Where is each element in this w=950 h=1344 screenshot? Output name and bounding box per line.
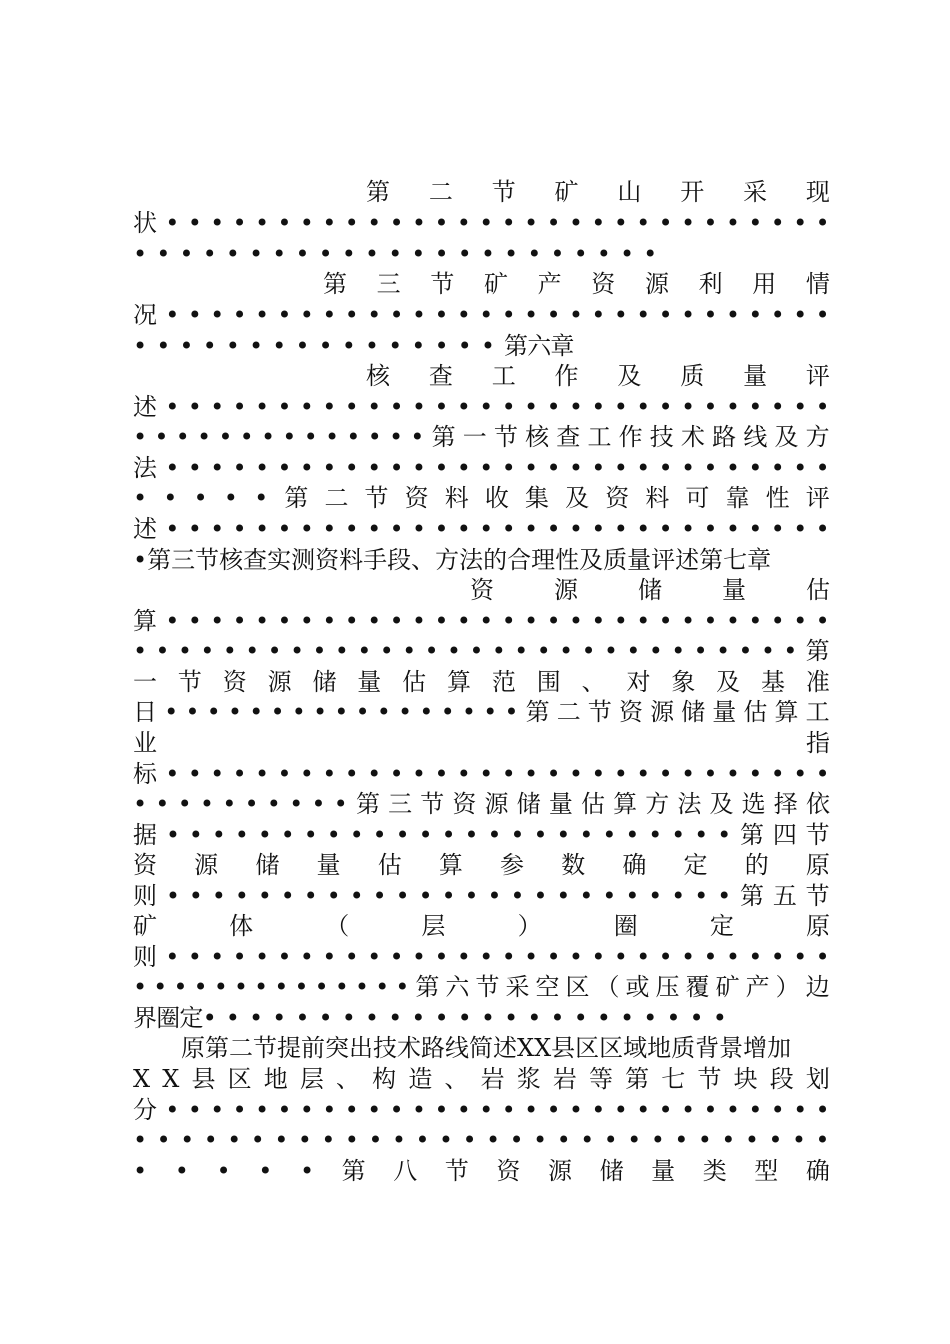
- body-paragraph-line-1: 原第二节提前突出技术路线简述XX县区区域地质背景增加: [181, 1034, 792, 1062]
- toc-line-15: 算 • • • • • • • • • • • • • • • • • • • • • • • • • • • • • •: [133, 607, 830, 635]
- toc-line-5: 况 • • • • • • • • • • • • • • • • • • • • • • • • • • • • • •: [133, 301, 830, 329]
- toc-line-26: 则 • • • • • • • • • • • • • • • • • • • • • • • • • • • • • •: [133, 943, 830, 971]
- toc-line-16: • • • • • • • • • • • • • • • • • • • • • • • • • • • • • • 第: [133, 637, 830, 665]
- toc-line-29: 分 • • • • • • • • • • • • • • • • • • • • • • • • • • • • • •: [133, 1096, 830, 1124]
- toc-line-17: 一 节 资 源 储 量 估 算 范 围 、 对 象 及 基 准: [133, 668, 830, 696]
- toc-line-28: 界圈定• • • • • • • • • • • • • • • • • • • • • • •: [133, 1004, 727, 1032]
- toc-line-10: 法 • • • • • • • • • • • • • • • • • • • • • • • • • • • • • •: [133, 454, 830, 482]
- toc-line-30: • • • • • • • • • • • • • • • • • • • • • • • • • • • • • •: [133, 1126, 830, 1154]
- toc-line-1: 第 二 节 矿 山 开 采 现: [366, 178, 830, 206]
- toc-line-8: 述 • • • • • • • • • • • • • • • • • • • • • • • • • • • • • •: [133, 393, 830, 421]
- toc-line-14: 资 源 储 量 估: [470, 576, 830, 604]
- toc-line-6: • • • • • • • • • • • • • • • • 第六章: [133, 332, 575, 360]
- toc-line-27: • • • • • • • • • • • • • • 第 六 节 采 空 区 （ 或 压 覆 矿 产 ） 边: [133, 973, 830, 1001]
- toc-line-3: • • • • • • • • • • • • • • • • • • • • • • •: [133, 240, 658, 268]
- toc-line-9: • • • • • • • • • • • • • • 第 一 节 核 查 工 作 技 术 路 线 及 方: [133, 423, 830, 451]
- toc-line-25: 矿 体 （ 层 ） 圈 定 原: [133, 912, 830, 940]
- toc-line-24: 则 • • • • • • • • • • • • • • • • • • • • • • • • • 第 五 节: [133, 882, 830, 910]
- toc-line-12: 述 • • • • • • • • • • • • • • • • • • • • • • • • • • • • • •: [133, 515, 830, 543]
- toc-line-23: 资 源 储 量 估 算 参 数 确 定 的 原: [133, 851, 830, 879]
- toc-line-19: 业 指: [133, 729, 830, 757]
- toc-line-18: 日 • • • • • • • • • • • • • • • • • 第 二 节 资 源 储 量 估 算 工: [133, 698, 830, 726]
- toc-line-13: •第三节核查实测资料手段、方法的合理性及质量评述第七章: [133, 546, 772, 574]
- toc-line-11: • • • • • 第 二 节 资 料 收 集 及 资 料 可 靠 性 评: [133, 484, 830, 512]
- toc-line-7: 核 查 工 作 及 质 量 评: [366, 362, 830, 390]
- toc-line-22: 据 • • • • • • • • • • • • • • • • • • • • • • • • • 第 四 节: [133, 821, 830, 849]
- toc-line-21: • • • • • • • • • • 第 三 节 资 源 储 量 估 算 方 法 及 选 择 依: [133, 790, 830, 818]
- body-paragraph-line-2: X X 县 区 地 层 、 构 造 、 岩 浆 岩 等 第 七 节 块 段 划: [133, 1065, 830, 1093]
- toc-line-2: 状 • • • • • • • • • • • • • • • • • • • • • • • • • • • • • •: [133, 209, 830, 237]
- toc-line-4: 第 三 节 矿 产 资 源 利 用 情: [323, 270, 830, 298]
- toc-line-20: 标 • • • • • • • • • • • • • • • • • • • • • • • • • • • • • •: [133, 760, 830, 788]
- toc-line-31: • • • • • 第 八 节 资 源 储 量 类 型 确: [133, 1157, 830, 1185]
